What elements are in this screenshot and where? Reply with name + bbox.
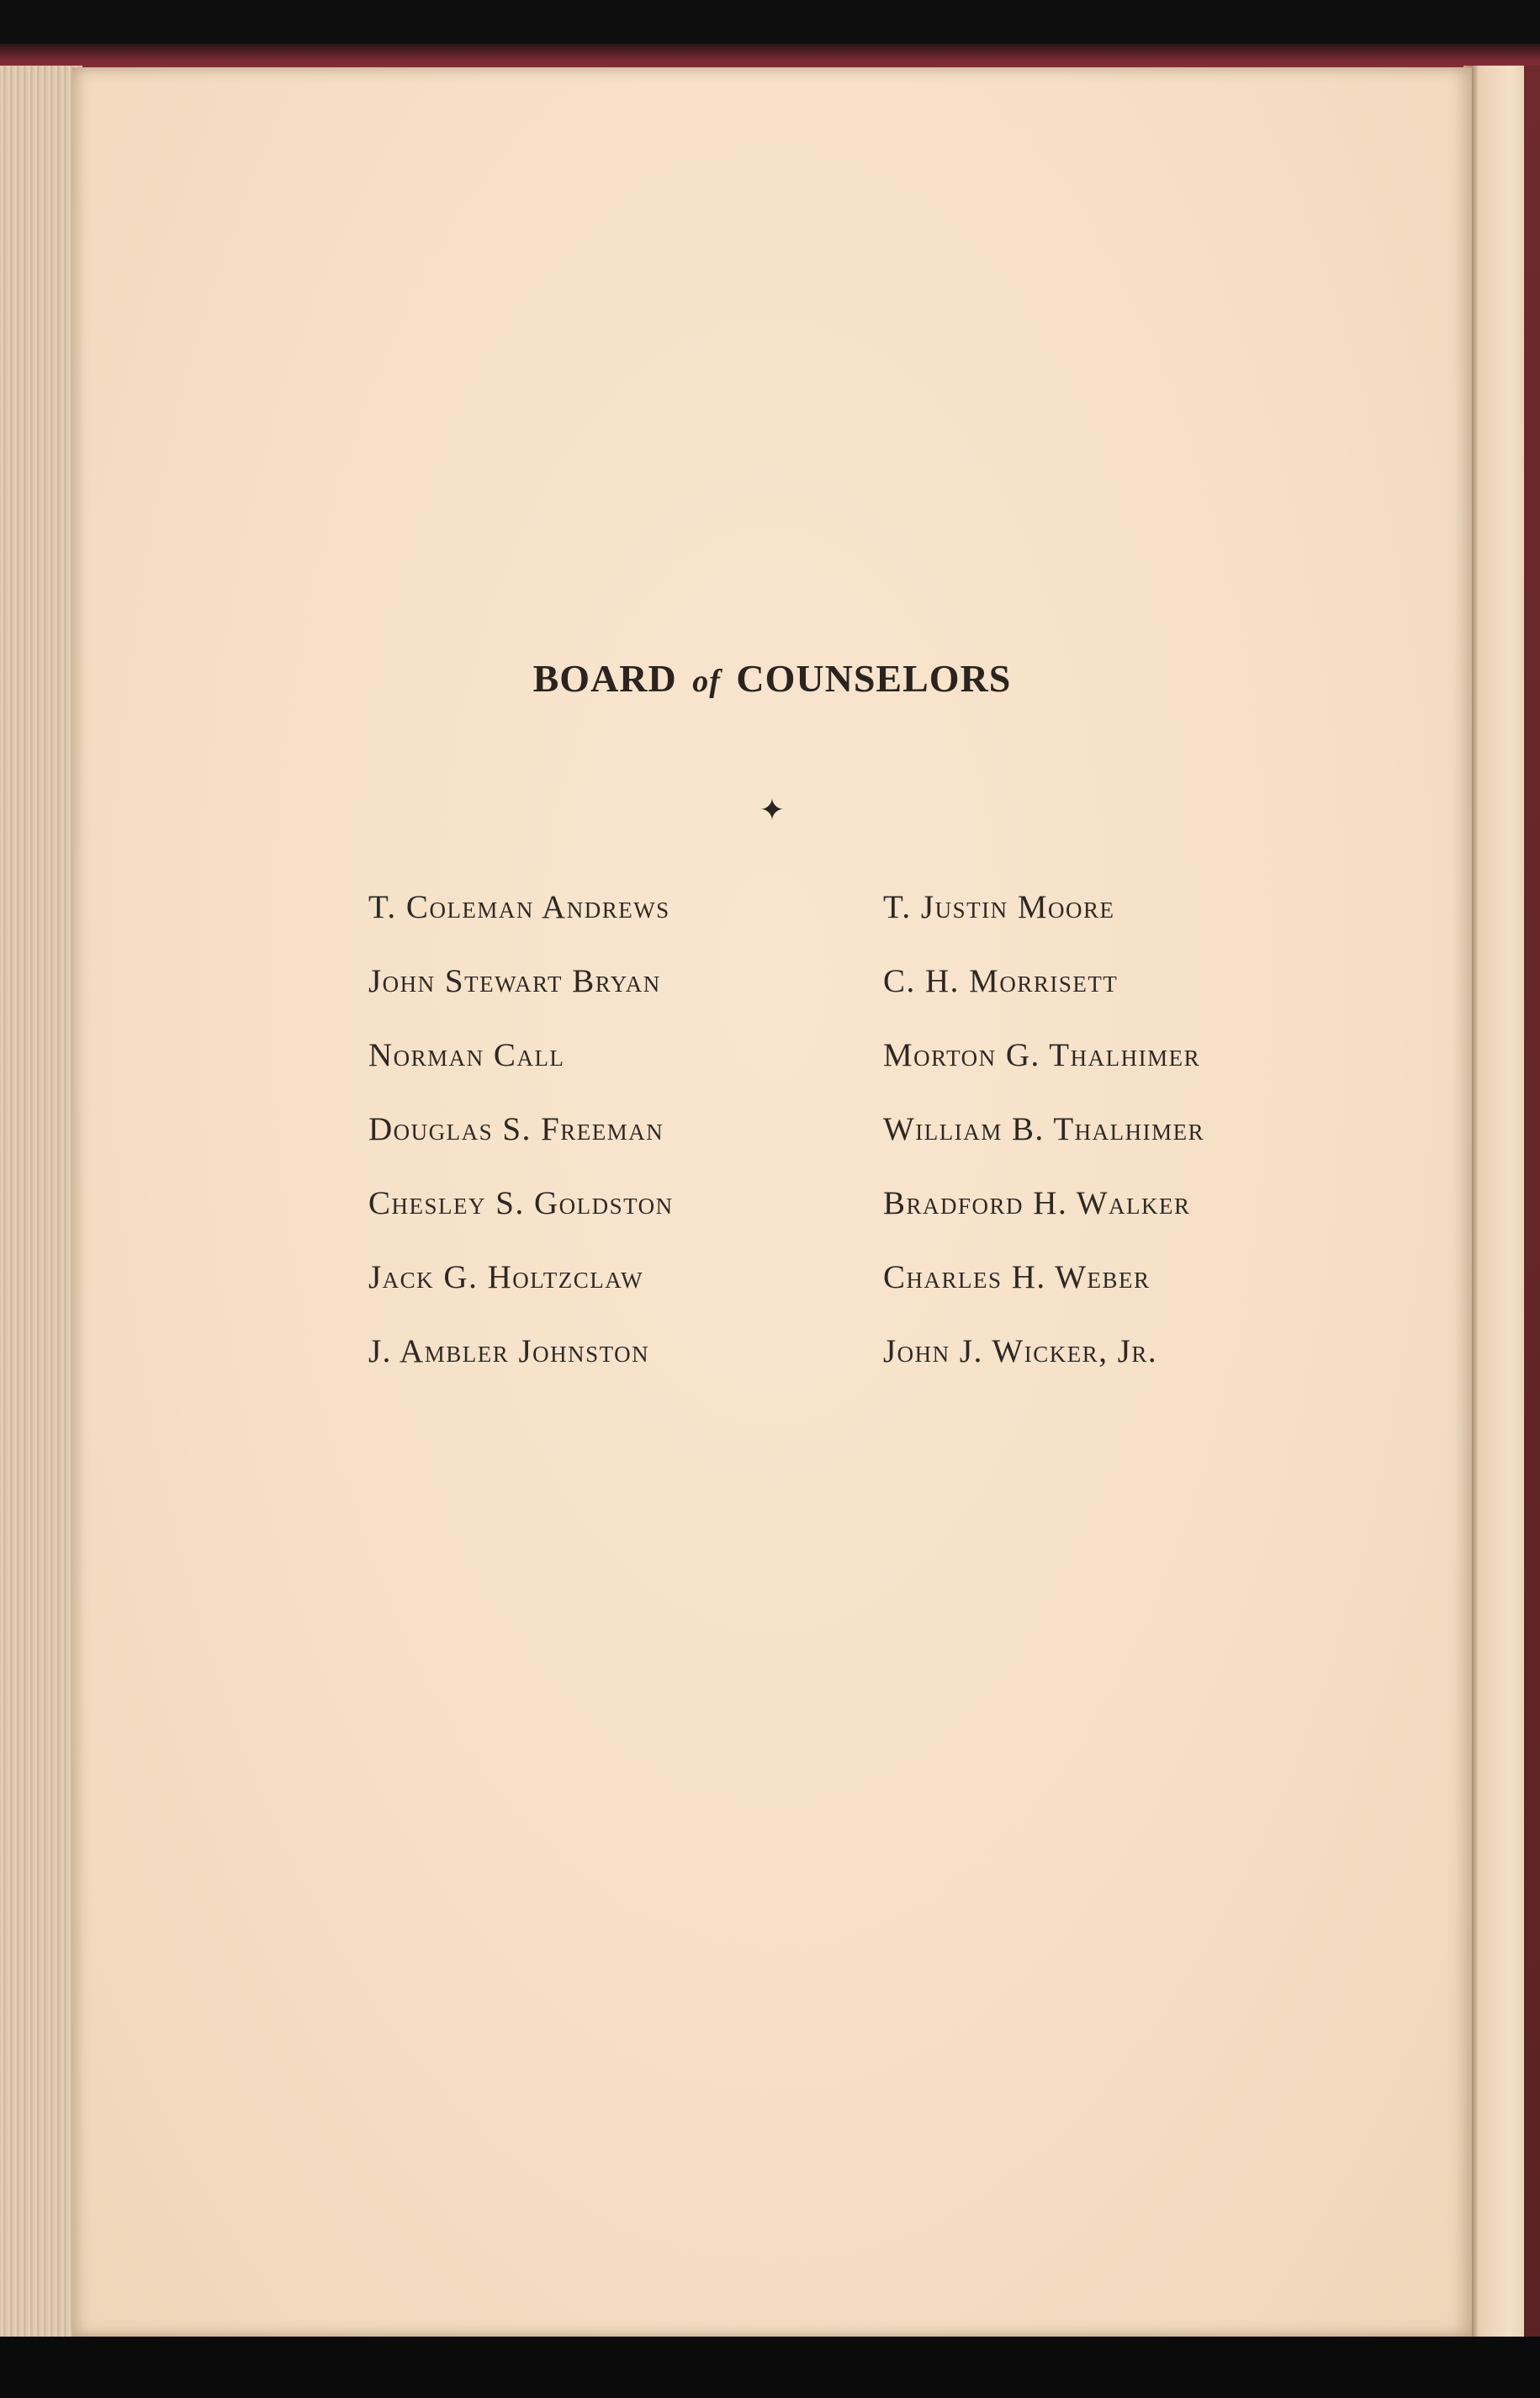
list-item: Morton G. Thalhimer xyxy=(883,1037,1201,1073)
list-item: Chesley S. Goldston xyxy=(368,1185,674,1221)
title-counselors: COUNSELORS xyxy=(736,657,1012,700)
list-item: Douglas S. Freeman xyxy=(368,1111,664,1147)
list-item: Bradford H. Walker xyxy=(883,1185,1191,1221)
list-item: William B. Thalhimer xyxy=(883,1111,1205,1147)
list-item: C. H. Morrisett xyxy=(883,963,1119,999)
page-stack xyxy=(0,66,82,2341)
star-ornament-icon: ✦ xyxy=(759,793,786,828)
list-item: J. Ambler Johnston xyxy=(368,1333,650,1369)
list-item: Jack G. Holtzclaw xyxy=(368,1259,644,1295)
counselor-list-right xyxy=(883,871,1204,1389)
title-of: of xyxy=(692,664,721,699)
title-board: BOARD xyxy=(532,657,677,700)
list-item: John Stewart Bryan xyxy=(368,963,661,999)
list-item: Charles H. Weber xyxy=(883,1259,1151,1295)
book-cover-side xyxy=(1524,66,1540,2341)
list-item: Norman Call xyxy=(368,1037,565,1073)
page-title xyxy=(72,656,1472,701)
list-item: T. Justin Moore xyxy=(883,889,1115,925)
list-item: T. Coleman Andrews xyxy=(368,889,670,925)
counselor-list-left xyxy=(368,871,674,1389)
background-bottom xyxy=(0,2337,1540,2398)
book-page xyxy=(72,67,1472,2337)
list-item: John J. Wicker, Jr. xyxy=(883,1333,1158,1369)
